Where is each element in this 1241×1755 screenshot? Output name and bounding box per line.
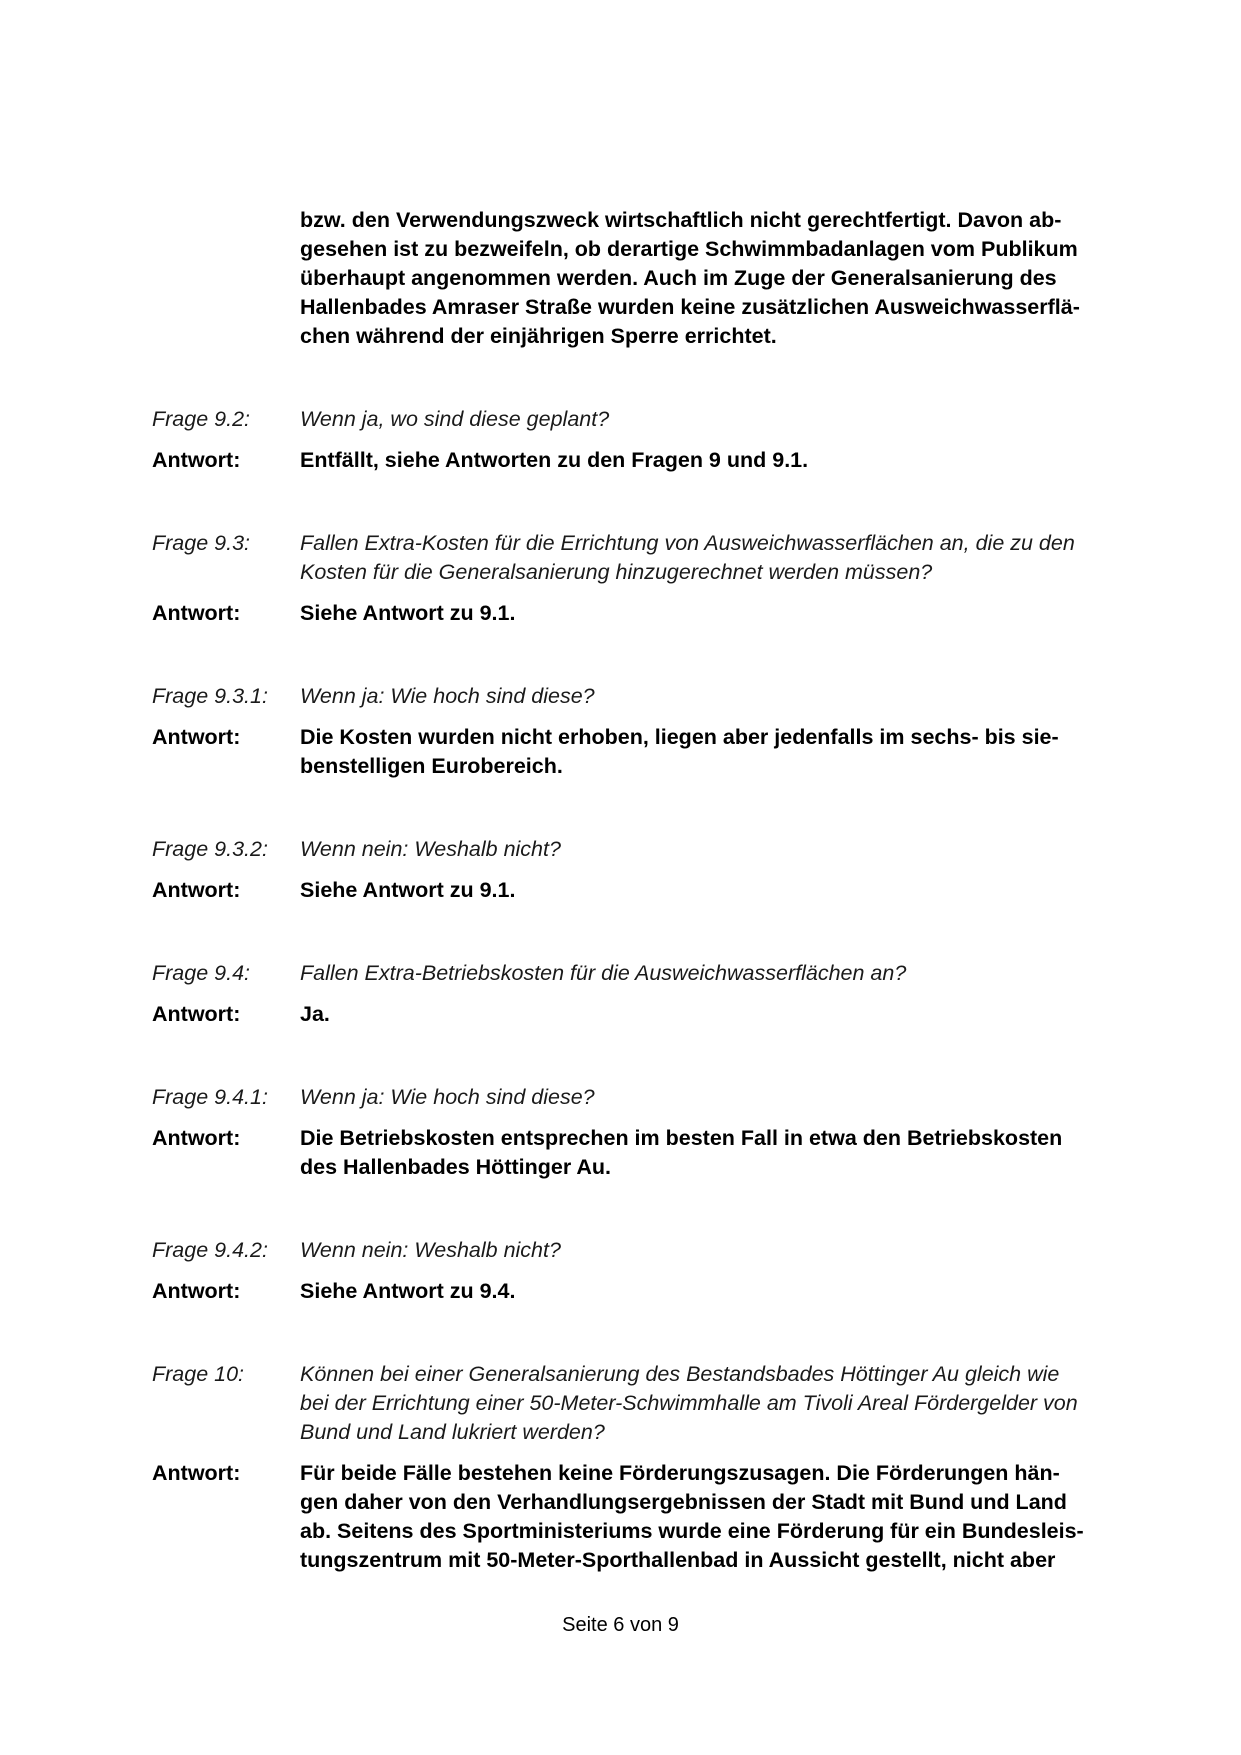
intro-line: chen während der einjährigen Sperre errichtet. — [300, 324, 777, 348]
intro-paragraph — [300, 206, 1130, 351]
intro-line: Hallenbades Amraser Straße wurden keine zusätzlichen Ausweichwasserflä- — [300, 295, 1080, 319]
question-label: Frage 9.4: — [152, 961, 250, 985]
answer-text — [300, 599, 1130, 628]
question-line: Wenn nein: Weshalb nicht? — [300, 1238, 561, 1262]
answer-line: Für beide Fälle bestehen keine Förderungszusagen. Die Förderungen hän- — [300, 1461, 1060, 1485]
answer-text — [300, 1000, 1130, 1029]
question-line: Fallen Extra-Betriebskosten für die Ausweichwasserflächen an? — [300, 961, 907, 985]
question-line: Wenn nein: Weshalb nicht? — [300, 837, 561, 861]
question-text — [300, 1083, 1130, 1112]
question-label: Frage 9.3.1: — [152, 684, 268, 708]
question-label: Frage 9.3: — [152, 531, 250, 555]
question-text — [300, 682, 1130, 711]
answer-label: Antwort: — [152, 1279, 241, 1303]
answer-text — [300, 1124, 1130, 1182]
question-line: Können bei einer Generalsanierung des Bestandsbades Höttinger Au gleich wie — [300, 1362, 1060, 1386]
answer-label: Antwort: — [152, 601, 241, 625]
answer-label: Antwort: — [152, 725, 241, 749]
answer-line: benstelligen Eurobereich. — [300, 754, 563, 778]
answer-line: Die Kosten wurden nicht erhoben, liegen aber jedenfalls im sechs- bis sie- — [300, 725, 1059, 749]
answer-label: Antwort: — [152, 1002, 241, 1026]
answer-line: Siehe Antwort zu 9.4. — [300, 1279, 516, 1303]
answer-label: Antwort: — [152, 448, 241, 472]
question-line: Wenn ja: Wie hoch sind diese? — [300, 1085, 595, 1109]
answer-text — [300, 1277, 1130, 1306]
question-line: Kosten für die Generalsanierung hinzugerechnet werden müssen? — [300, 560, 933, 584]
question-text — [300, 1360, 1130, 1447]
intro-line: überhaupt angenommen werden. Auch im Zuge der Generalsanierung des — [300, 266, 1057, 290]
answer-line: gen daher von den Verhandlungsergebnissen der Stadt mit Bund und Land — [300, 1490, 1067, 1514]
question-line: bei der Errichtung einer 50-Meter-Schwimmhalle am Tivoli Areal Fördergelder von — [300, 1391, 1078, 1415]
question-text — [300, 959, 1130, 988]
answer-text — [300, 446, 1130, 475]
answer-label: Antwort: — [152, 1461, 241, 1485]
answer-line: Siehe Antwort zu 9.1. — [300, 878, 516, 902]
answer-text — [300, 1459, 1130, 1575]
question-line: Fallen Extra-Kosten für die Errichtung von Ausweichwasserflächen an, die zu den — [300, 531, 1075, 555]
page-number-footer: Seite 6 von 9 — [562, 1614, 679, 1636]
answer-line: Die Betriebskosten entsprechen im besten Fall in etwa den Betriebskosten — [300, 1126, 1063, 1150]
question-label: Frage 9.2: — [152, 407, 250, 431]
answer-label: Antwort: — [152, 1126, 241, 1150]
answer-text — [300, 723, 1130, 781]
question-text — [300, 405, 1130, 434]
answer-line: Siehe Antwort zu 9.1. — [300, 601, 516, 625]
answer-label: Antwort: — [152, 878, 241, 902]
answer-line: tungszentrum mit 50-Meter-Sporthallenbad in Aussicht gestellt, nicht aber — [300, 1548, 1056, 1572]
question-line: Wenn ja: Wie hoch sind diese? — [300, 684, 595, 708]
question-text — [300, 835, 1130, 864]
question-label: Frage 10: — [152, 1362, 245, 1386]
intro-line: gesehen ist zu bezweifeln, ob derartige Schwimmbadanlagen vom Publikum — [300, 237, 1078, 261]
answer-line: des Hallenbades Höttinger Au. — [300, 1155, 612, 1179]
intro-line: bzw. den Verwendungszweck wirtschaftlich nicht gerechtfertigt. Davon ab- — [300, 208, 1062, 232]
question-label: Frage 9.4.1: — [152, 1085, 268, 1109]
question-line: Wenn ja, wo sind diese geplant? — [300, 407, 610, 431]
answer-line: Ja. — [300, 1002, 330, 1026]
question-text — [300, 529, 1130, 587]
answer-line: Entfällt, siehe Antworten zu den Fragen 9 und 9.1. — [300, 448, 809, 472]
answer-text — [300, 876, 1130, 905]
question-label: Frage 9.4.2: — [152, 1238, 268, 1262]
question-label: Frage 9.3.2: — [152, 837, 268, 861]
question-line: Bund und Land lukriert werden? — [300, 1420, 605, 1444]
answer-line: ab. Seitens des Sportministeriums wurde eine Förderung für ein Bundesleis- — [300, 1519, 1084, 1543]
question-text — [300, 1236, 1130, 1265]
